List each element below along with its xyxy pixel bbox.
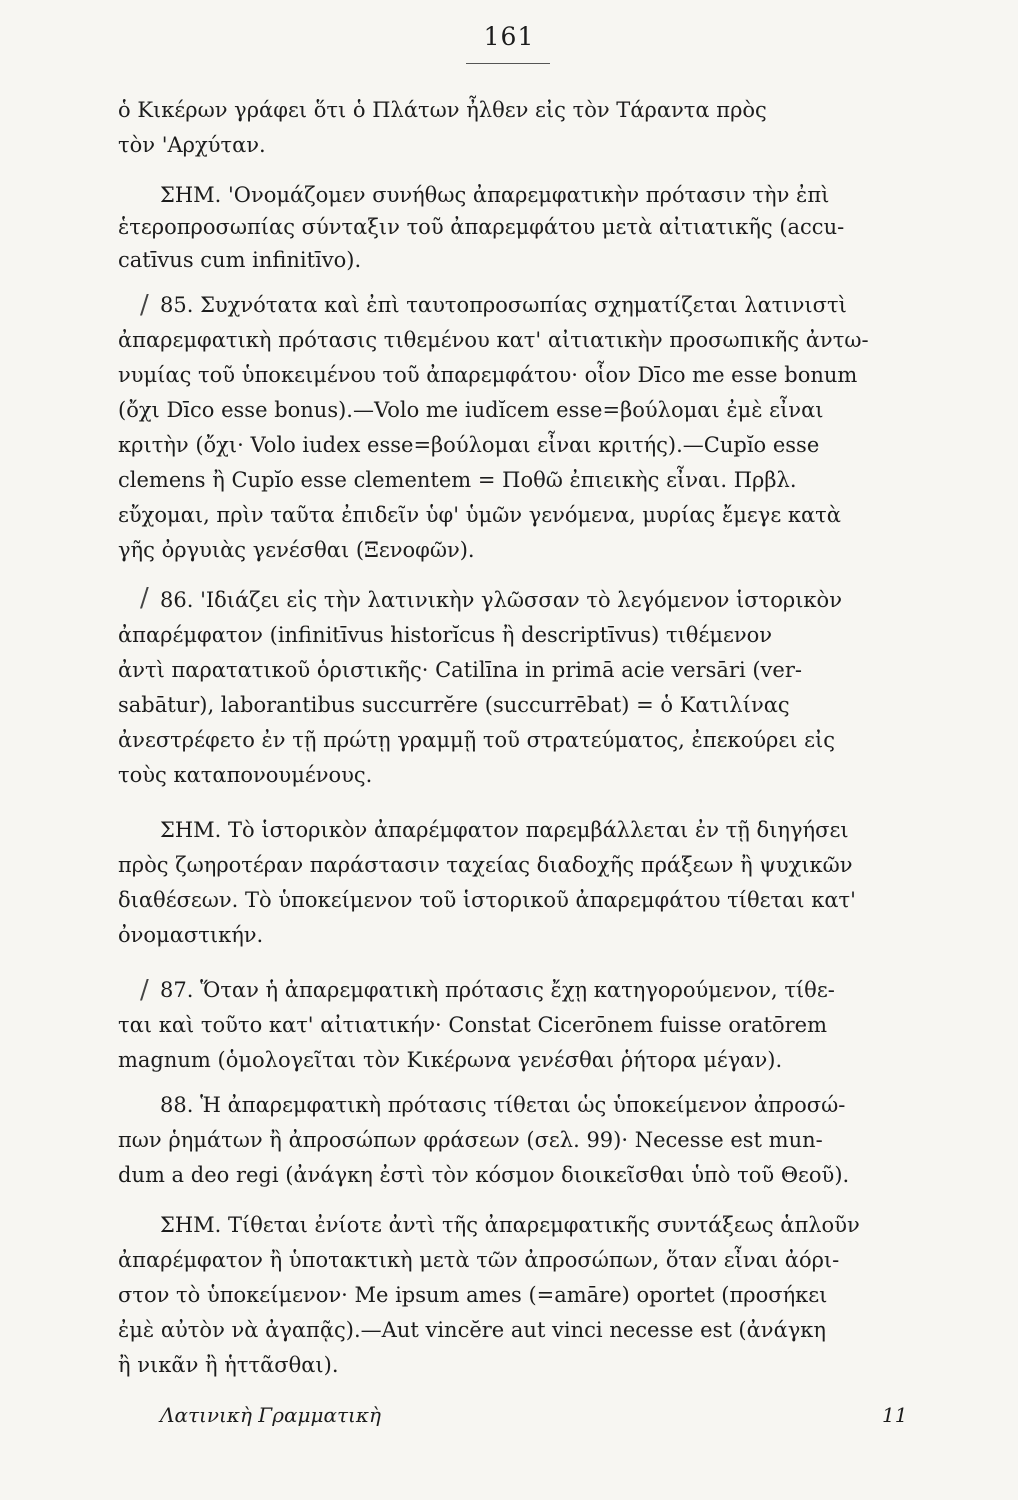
text-line: magnum (ὁμολογεῖται τὸν Κικέρωνα γενέσθαι ῥήτορα μέγαν). (118, 1048, 783, 1072)
text-line: ἢ νικᾶν ἢ ἡττᾶσθαι). (118, 1353, 339, 1377)
margin-mark: / (140, 975, 149, 1005)
text-line: τοὺς καταπονουμένους. (118, 763, 373, 787)
text-line: 88. Ἡ ἀπαρεμφατικὴ πρότασις τίθεται ὡς ὑποκείμενον ἀπροσώ- (160, 1093, 846, 1117)
page-number: 161 (483, 22, 535, 51)
margin-mark: / (140, 583, 149, 613)
text-line: τὸν 'Αρχύταν. (118, 133, 266, 157)
text-line: διαθέσεων. Τὸ ὑποκείμενον τοῦ ἱστορικοῦ ἀπαρεμφάτου τίθεται κατ' (118, 888, 856, 912)
text-line: ΣΗΜ. 'Ονομάζομεν συνήθως ἀπαρεμφατικὴν πρότασιν τὴν ἐπὶ (160, 183, 830, 207)
text-line: ΣΗΜ. Τίθεται ἐνίοτε ἀντὶ τῆς ἀπαρεμφατικῆς συντάξεως ἁπλοῦν (160, 1213, 860, 1237)
text-line: ται καὶ τοῦτο κατ' αἰτιατικήν· Constat Cicerōnem fuisse oratōrem (118, 1013, 827, 1037)
text-line: στον τὸ ὑποκείμενον· Me ipsum ames (=amāre) oportet (προσήκει (118, 1283, 828, 1307)
text-line: sabātur), laborantibus succurrĕre (succurrēbat) = ὁ Κατιλίνας (118, 693, 790, 717)
text-line: (ὄχι Dīco esse bonus).—Volo me iudĭcem esse=βούλομαι ἐμὲ εἶναι (118, 398, 824, 422)
text-line: 87. Ὅταν ἡ ἀπαρεμφατικὴ πρότασις ἔχῃ κατηγορούμενον, τίθε- (160, 978, 835, 1002)
text-line: εὔχομαι, πρὶν ταῦτα ἐπιδεῖν ὑφ' ὑμῶν γενόμενα, μυρίας ἔμεγε κατὰ (118, 503, 841, 527)
text-line: ὁ Κικέρων γράφει ὅτι ὁ Πλάτων ἦλθεν εἰς τὸν Τάραντα πρὸς (118, 98, 767, 122)
margin-mark: / (140, 290, 149, 320)
text-line: 85. Συχνότατα καὶ ἐπὶ ταυτοπροσωπίας σχηματίζεται λατινιστὶ (160, 293, 847, 317)
text-line: νυμίας τοῦ ὑποκειμένου τοῦ ἀπαρεμφάτου· οἷον Dīco me esse bonum (118, 363, 858, 387)
text-line: catīvus cum infinitīvo). (118, 248, 362, 272)
text-line: ἀνεστρέφετο ἐν τῇ πρώτῃ γραμμῇ τοῦ στρατεύματος, ἐπεκούρει εἰς (118, 728, 836, 752)
text-line: γῆς ὀργυιὰς γενέσθαι (Ξενοφῶν). (118, 538, 475, 562)
text-line: ὀνομαστικήν. (118, 923, 264, 947)
text-line: ἐμὲ αὐτὸν νὰ ἀγαπᾷς).—Aut vincĕre aut vinci necesse est (ἀνάγκη (118, 1318, 827, 1342)
text-line: πων ῥημάτων ἢ ἀπροσώπων φράσεων (σελ. 99)· Necesse est mun- (118, 1128, 823, 1152)
text-line: ἀπαρέμφατον ἢ ὑποτακτικὴ μετὰ τῶν ἀπροσώπων, ὅταν εἶναι ἀόρι- (118, 1248, 840, 1272)
text-line: ἀπαρέμφατον (infinitīvus historĭcus ἢ descriptīvus) τιθέμενον (118, 623, 773, 647)
text-line: ἑτεροπροσωπίας σύνταξιν τοῦ ἀπαρεμφάτου μετὰ αἰτιατικῆς (accu- (118, 215, 845, 239)
signature-title: Λατινικὴ Γραμματικὴ (160, 1403, 381, 1427)
text-line: ἀπαρεμφατικὴ πρότασις τιθεμένου κατ' αἰτιατικὴν προσωπικῆς ἀντω- (118, 328, 869, 352)
text-line: πρὸς ζωηροτέραν παράστασιν ταχείας διαδοχῆς πράξεων ἢ ψυχικῶν (118, 853, 853, 877)
text-line: ΣΗΜ. Τὸ ἱστορικὸν ἀπαρέμφατον παρεμβάλλεται ἐν τῇ διηγήσει (160, 818, 849, 842)
text-line: κριτὴν (ὄχι· Volo iudex esse=βούλομαι εἶναι κριτής).—Cupĭo esse (118, 433, 820, 457)
text-line: ἀντὶ παρατατικοῦ ὁριστικῆς· Catilīna in primā acie versāri (ver- (118, 658, 802, 682)
text-line: 86. 'Ιδιάζει εἰς τὴν λατινικὴν γλῶσσαν τὸ λεγόμενον ἱστορικὸν (160, 588, 842, 612)
signature-mark: 11 (882, 1403, 908, 1427)
text-line: clemens ἢ Cupĭo esse clementem = Ποθῶ ἐπιεικὴς εἶναι. Πρβλ. (118, 468, 797, 492)
page-number-rule (466, 63, 550, 64)
text-line: dum a deo regi (ἀνάγκη ἐστὶ τὸν κόσμον διοικεῖσθαι ὑπὸ τοῦ Θεοῦ). (118, 1163, 850, 1187)
